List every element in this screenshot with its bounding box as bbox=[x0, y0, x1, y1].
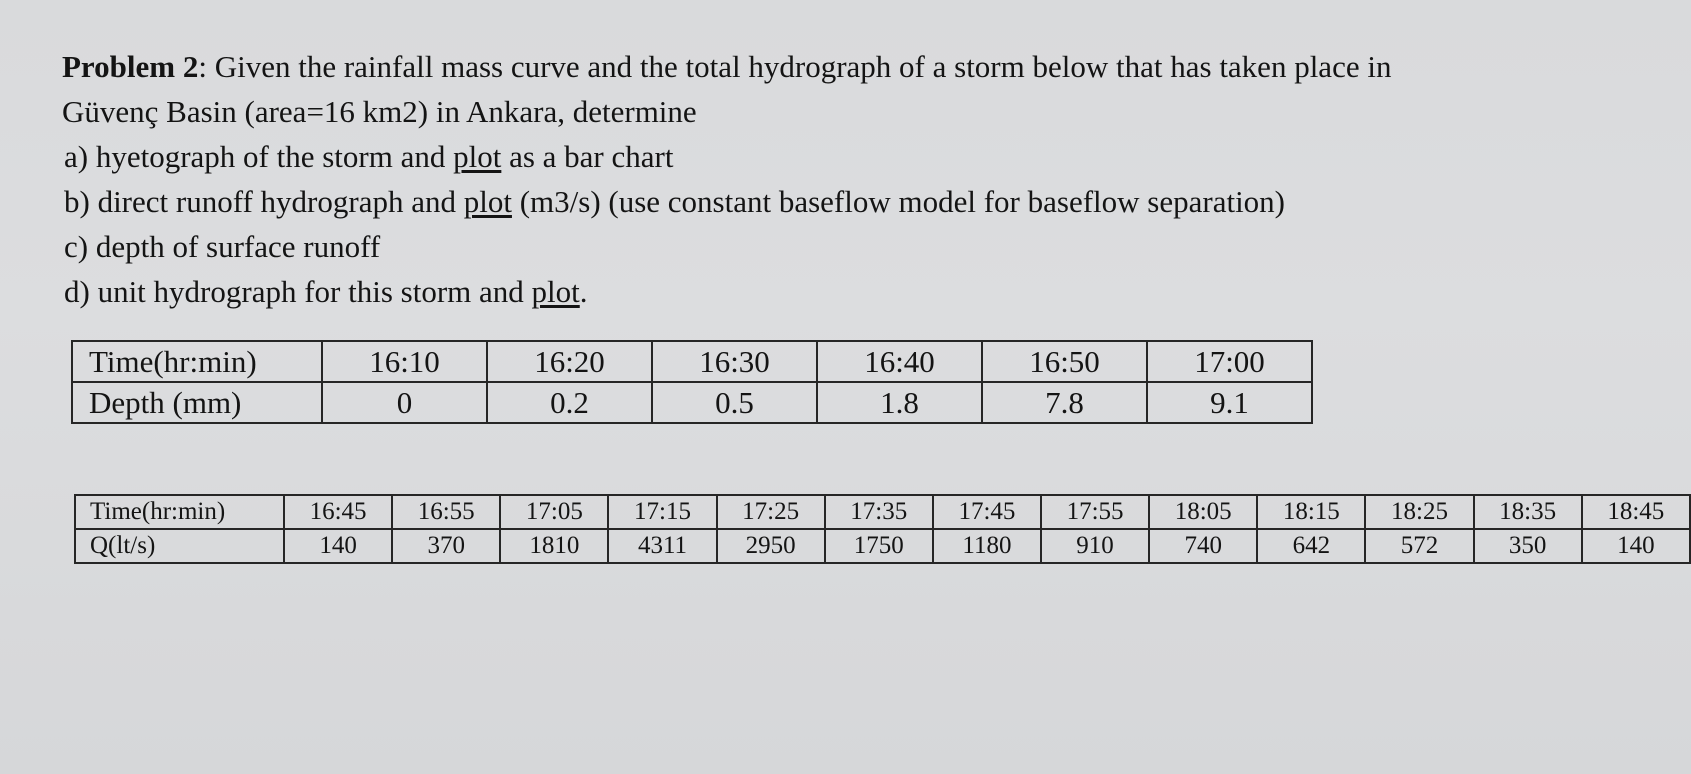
rainfall-time-cell: 16:40 bbox=[817, 341, 982, 382]
item-b bbox=[62, 179, 1672, 224]
rainfall-time-cell: 16:50 bbox=[982, 341, 1147, 382]
item-a-text-start: a) hyetograph of the storm and bbox=[64, 139, 454, 174]
rainfall-time-header: Time(hr:min) bbox=[72, 341, 322, 382]
rainfall-mass-curve-table bbox=[71, 340, 1313, 424]
rainfall-time-cell: 16:10 bbox=[322, 341, 487, 382]
rainfall-depth-cell: 0.5 bbox=[652, 382, 817, 423]
hydrograph-flow-cell: 4311 bbox=[608, 529, 716, 563]
hydrograph-time-cell: 16:55 bbox=[392, 495, 500, 529]
hydrograph-flow-cell: 1180 bbox=[933, 529, 1041, 563]
problem-intro-line-2: Güvenç Basin (area=16 km2) in Ankara, determine bbox=[62, 94, 697, 129]
problem-label: Problem 2 bbox=[62, 49, 199, 84]
hydrograph-time-cell: 17:15 bbox=[608, 495, 716, 529]
item-d-text-end: . bbox=[579, 274, 588, 309]
item-b-text-start: b) direct runoff hydrograph and bbox=[64, 184, 464, 219]
hydrograph-flow-cell: 140 bbox=[1582, 529, 1690, 563]
rainfall-depth-cell: 7.8 bbox=[982, 382, 1147, 423]
hydrograph-flow-cell: 740 bbox=[1149, 529, 1257, 563]
hydrograph-flow-cell: 350 bbox=[1474, 529, 1582, 563]
hydrograph-flow-cell: 572 bbox=[1365, 529, 1473, 563]
item-b-text-end: (m3/s) (use constant baseflow model for baseflow separation) bbox=[511, 184, 1286, 219]
hydrograph-time-cell: 18:45 bbox=[1582, 495, 1690, 529]
hydrograph-time-cell: 18:15 bbox=[1257, 495, 1365, 529]
hydrograph-time-cell: 17:35 bbox=[825, 495, 933, 529]
rainfall-depth-cell: 9.1 bbox=[1147, 382, 1312, 423]
total-hydrograph-table bbox=[74, 494, 1691, 564]
rainfall-time-cell: 17:00 bbox=[1147, 341, 1312, 382]
item-b-plot-link[interactable]: plot bbox=[463, 184, 512, 219]
rainfall-time-cell: 16:20 bbox=[487, 341, 652, 382]
hydrograph-time-cell: 18:25 bbox=[1365, 495, 1473, 529]
hydrograph-time-cell: 16:45 bbox=[284, 495, 392, 529]
hydrograph-time-cell: 17:25 bbox=[717, 495, 825, 529]
item-c: c) depth of surface runoff bbox=[64, 229, 381, 264]
hydrograph-time-cell: 18:35 bbox=[1474, 495, 1582, 529]
item-d bbox=[62, 269, 1672, 314]
hydrograph-flow-cell: 910 bbox=[1041, 529, 1149, 563]
rainfall-depth-cell: 0.2 bbox=[487, 382, 652, 423]
rainfall-depth-cell: 0 bbox=[322, 382, 487, 423]
hydrograph-flow-cell: 370 bbox=[392, 529, 500, 563]
item-a-text-end: as a bar chart bbox=[501, 139, 674, 174]
rainfall-depth-cell: 1.8 bbox=[817, 382, 982, 423]
item-d-text-start: d) unit hydrograph for this storm and bbox=[64, 274, 532, 309]
item-d-plot-link[interactable]: plot bbox=[531, 274, 580, 309]
hydrograph-flow-cell: 642 bbox=[1257, 529, 1365, 563]
hydrograph-flow-row bbox=[75, 529, 1690, 563]
item-a-plot-link[interactable]: plot bbox=[453, 139, 502, 174]
rainfall-depth-row bbox=[72, 382, 1312, 423]
hydrograph-flow-header: Q(lt/s) bbox=[75, 529, 284, 563]
rainfall-time-row bbox=[72, 341, 1312, 382]
hydrograph-time-header: Time(hr:min) bbox=[75, 495, 284, 529]
hydrograph-time-cell: 18:05 bbox=[1149, 495, 1257, 529]
problem-statement bbox=[62, 44, 1672, 314]
hydrograph-flow-cell: 2950 bbox=[717, 529, 825, 563]
rainfall-time-cell: 16:30 bbox=[652, 341, 817, 382]
rainfall-depth-header: Depth (mm) bbox=[72, 382, 322, 423]
hydrograph-time-row bbox=[75, 495, 1690, 529]
hydrograph-time-cell: 17:05 bbox=[500, 495, 608, 529]
hydrograph-flow-cell: 140 bbox=[284, 529, 392, 563]
item-a bbox=[62, 134, 1672, 179]
problem-intro-text: : Given the rainfall mass curve and the total hydrograph of a storm below that has taken place in bbox=[198, 49, 1392, 84]
problem-intro-line-1 bbox=[62, 44, 1672, 89]
hydrograph-flow-cell: 1810 bbox=[500, 529, 608, 563]
hydrograph-time-cell: 17:55 bbox=[1041, 495, 1149, 529]
hydrograph-flow-cell: 1750 bbox=[825, 529, 933, 563]
hydrograph-time-cell: 17:45 bbox=[933, 495, 1041, 529]
